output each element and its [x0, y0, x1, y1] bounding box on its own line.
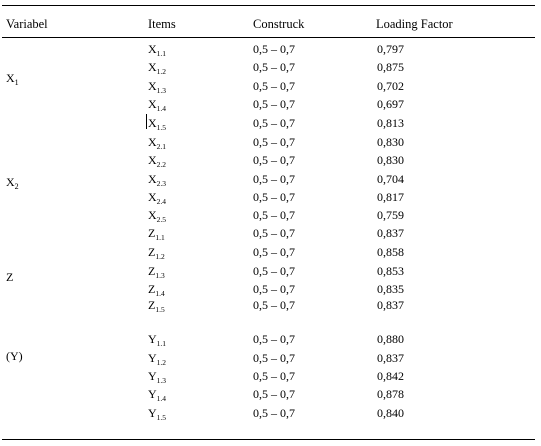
variable-label [6, 175, 19, 194]
bottom-rule [2, 439, 535, 440]
item-code [148, 42, 166, 58]
loading-factor-cell: 0,837 [377, 226, 404, 240]
item-code [148, 282, 165, 298]
loading-factor-cell: 0,702 [377, 79, 404, 93]
item-subscript: 1.2 [155, 252, 165, 261]
item-letter: X [148, 116, 157, 130]
item-code [148, 172, 166, 188]
loading-factor-cell: 0,697 [377, 97, 404, 111]
variable-label [6, 270, 13, 284]
top-rule [2, 5, 535, 6]
construck-cell: 0,5 – 0,7 [253, 190, 295, 204]
item-letter: X [148, 208, 157, 222]
item-letter: X [148, 60, 157, 74]
construck-cell: 0,5 – 0,7 [253, 208, 295, 222]
item-letter: X [148, 153, 157, 167]
item-code [148, 79, 166, 95]
item-code [148, 245, 165, 261]
construck-cell: 0,5 – 0,7 [253, 79, 295, 93]
item-letter: Z [148, 226, 156, 240]
item-subscript: 1.1 [156, 339, 167, 348]
loading-factor-cell: 0,840 [377, 406, 404, 420]
header-variabel: Variabel [6, 17, 48, 31]
item-code [148, 116, 166, 132]
item-subscript: 2.2 [156, 160, 167, 169]
loading-factor-cell: 0,797 [377, 42, 404, 56]
item-letter: Z [148, 282, 156, 296]
item-code [148, 153, 166, 169]
loading-factor-cell: 0,759 [377, 208, 404, 222]
item-letter: Z [148, 298, 156, 312]
item-subscript: 1.4 [156, 394, 167, 403]
variable-label [6, 71, 19, 90]
item-subscript: 1.1 [156, 49, 167, 58]
variable-subscript: 1 [14, 78, 19, 87]
construck-cell: 0,5 – 0,7 [253, 172, 295, 186]
header-construck: Construck [253, 17, 305, 31]
header-rule [2, 37, 535, 38]
item-code [148, 60, 166, 76]
variable-name: X [6, 175, 15, 189]
item-code [148, 135, 166, 151]
item-letter: X [148, 190, 157, 204]
item-code [148, 208, 166, 224]
loading-factor-cell: 0,830 [377, 135, 404, 149]
construck-cell: 0,5 – 0,7 [253, 135, 295, 149]
item-code [148, 351, 166, 367]
item-letter: Y [148, 406, 157, 420]
construck-cell: 0,5 – 0,7 [253, 245, 295, 259]
construck-cell: 0,5 – 0,7 [253, 116, 295, 130]
loading-factor-cell: 0,842 [377, 369, 404, 383]
item-code [148, 190, 166, 206]
item-letter: Z [148, 245, 156, 259]
variable-name: (Y) [6, 349, 23, 363]
item-code [148, 97, 166, 113]
item-code [148, 406, 166, 422]
item-subscript: 1.2 [156, 358, 167, 367]
item-code [148, 298, 165, 314]
item-subscript: 2.1 [156, 142, 167, 151]
loading-factor-cell: 0,875 [377, 60, 404, 74]
variable-name: X [6, 71, 15, 85]
loading-factor-cell: 0,813 [377, 116, 404, 130]
loading-factor-cell: 0,878 [377, 387, 404, 401]
item-letter: X [148, 97, 157, 111]
item-subscript: 1.4 [156, 104, 167, 113]
loading-factor-cell: 0,858 [377, 245, 404, 259]
loading-factor-cell: 0,830 [377, 153, 404, 167]
item-subscript: 1.3 [156, 376, 167, 385]
item-letter: X [148, 79, 157, 93]
text-cursor [146, 114, 147, 129]
loading-factor-cell: 0,853 [377, 264, 404, 278]
loading-factor-cell: 0,837 [377, 351, 404, 365]
variable-subscript: 2 [14, 182, 19, 191]
construck-cell: 0,5 – 0,7 [253, 264, 295, 278]
item-subscript: 1.3 [155, 271, 165, 280]
item-subscript: 2.5 [156, 215, 167, 224]
item-letter: Y [148, 369, 157, 383]
loading-factor-cell: 0,817 [377, 190, 404, 204]
item-subscript: 2.4 [156, 197, 167, 206]
loading-factor-cell: 0,880 [377, 332, 404, 346]
header-items: Items [148, 17, 176, 31]
item-code [148, 226, 165, 242]
item-subscript: 1.2 [156, 67, 167, 76]
item-code [148, 264, 165, 280]
item-letter: Y [148, 332, 157, 346]
loading-factor-cell: 0,704 [377, 172, 404, 186]
construck-cell: 0,5 – 0,7 [253, 369, 295, 383]
construck-cell: 0,5 – 0,7 [253, 298, 295, 312]
construck-cell: 0,5 – 0,7 [253, 97, 295, 111]
construck-cell: 0,5 – 0,7 [253, 351, 295, 365]
construck-cell: 0,5 – 0,7 [253, 406, 295, 420]
variable-name: Z [6, 270, 14, 284]
construck-cell: 0,5 – 0,7 [253, 60, 295, 74]
item-subscript: 1.5 [155, 305, 165, 314]
item-code [148, 369, 166, 385]
construck-cell: 0,5 – 0,7 [253, 387, 295, 401]
item-code [148, 387, 166, 403]
item-letter: X [148, 172, 157, 186]
item-subscript: 1.5 [156, 123, 167, 132]
construck-cell: 0,5 – 0,7 [253, 42, 295, 56]
construck-cell: 0,5 – 0,7 [253, 153, 295, 167]
construck-cell: 0,5 – 0,7 [253, 332, 295, 346]
item-letter: X [148, 42, 157, 56]
header-loading-factor: Loading Factor [376, 17, 453, 31]
item-letter: X [148, 135, 157, 149]
loading-factor-cell: 0,837 [377, 298, 404, 312]
item-letter: Z [148, 264, 156, 278]
construck-cell: 0,5 – 0,7 [253, 282, 295, 296]
item-subscript: 1.1 [155, 233, 165, 242]
item-code [148, 332, 166, 348]
loading-factor-cell: 0,835 [377, 282, 404, 296]
item-subscript: 1.4 [155, 289, 165, 298]
item-letter: Y [148, 387, 157, 401]
item-subscript: 1.3 [156, 86, 167, 95]
variable-label [6, 349, 23, 363]
item-subscript: 2.3 [156, 179, 167, 188]
item-subscript: 1.5 [156, 413, 167, 422]
item-letter: Y [148, 351, 157, 365]
construck-cell: 0,5 – 0,7 [253, 226, 295, 240]
